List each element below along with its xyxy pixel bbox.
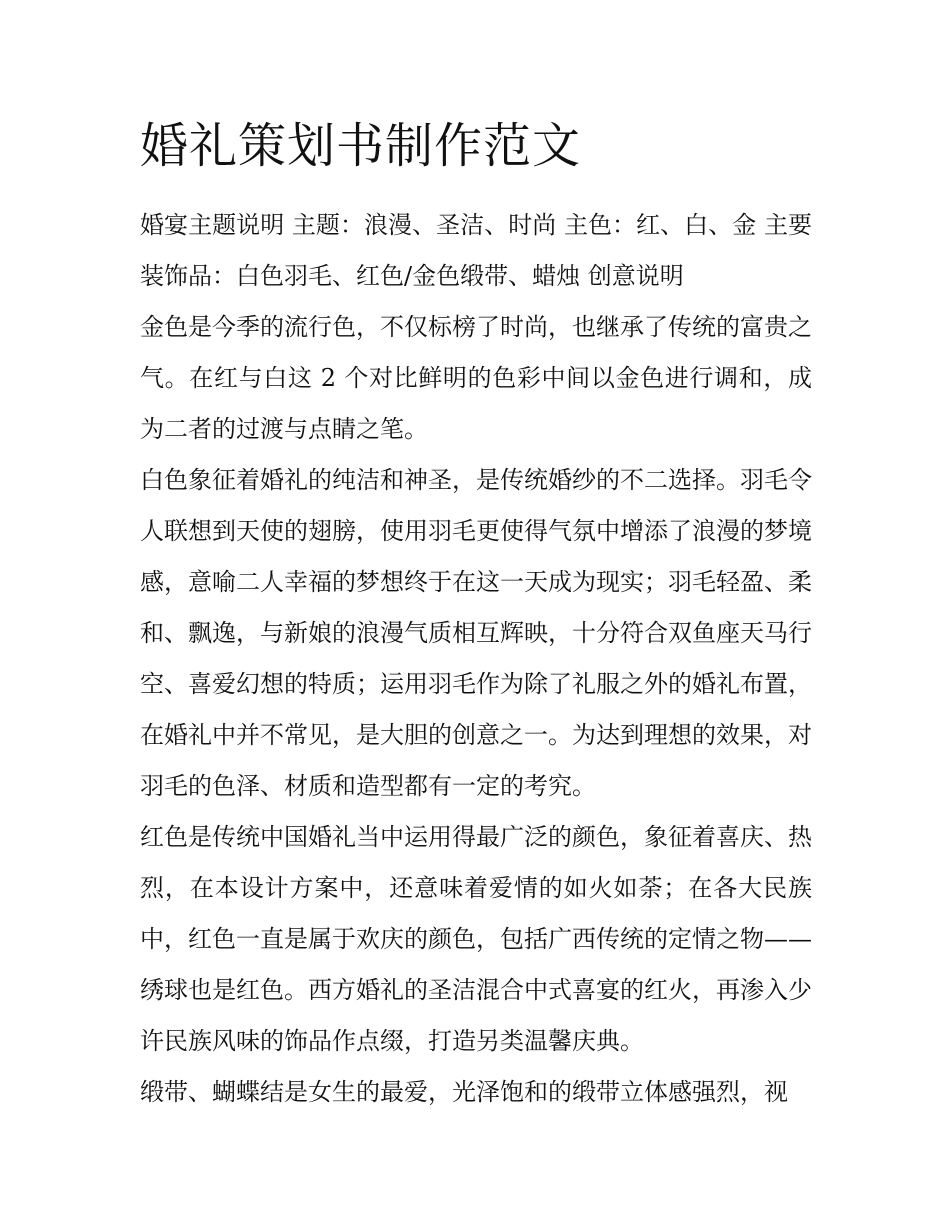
paragraph-gold-color: 金色是今季的流行色，不仅标榜了时尚，也继承了传统的富贵之气。在红与白这 2 个对比鲜明的色彩中间以金色进行调和，成为二者的过渡与点睛之笔。 [140, 313, 812, 443]
document-title: 婚礼策划书制作范文 [140, 118, 582, 174]
paragraph-theme-summary: 婚宴主题说明 主题：浪漫、圣洁、时尚 主色：红、白、金 主要装饰品：白色羽毛、红色/金色缎带、蜡烛 创意说明 [140, 211, 812, 290]
paragraph-red-color: 红色是传统中国婚礼当中运用得最广泛的颜色，象征着喜庆、热烈，在本设计方案中，还意味着爱情的如火如荼；在各大民族中，红色一直是属于欢庆的颜色，包括广西传统的定情之物——绣球也是红色。西方婚礼的圣洁混合中式喜宴的红火，再渗入少许民族风味的饰品作点缀，打造另类温馨庆典。 [140, 823, 812, 1055]
document-body [140, 112, 812, 1118]
paragraph-white-feathers: 白色象征着婚礼的纯洁和神圣，是传统婚纱的不二选择。羽毛令人联想到天使的翅膀，使用羽毛更使得气氛中增添了浪漫的梦境感，意喻二人幸福的梦想终于在这一天成为现实；羽毛轻盈、柔和、飘逸，与新娘的浪漫气质相互辉映，十分符合双鱼座天马行空、喜爱幻想的特质；运用羽毛作为除了礼服之外的婚礼布置，在婚礼中并不常见，是大胆的创意之一。为达到理想的效果，对羽毛的色泽、材质和造型都有一定的考究。 [140, 466, 812, 800]
paragraph-ribbons: 缎带、蝴蝶结是女生的最爱，光泽饱和的缎带立体感强烈，视 [140, 1078, 788, 1106]
